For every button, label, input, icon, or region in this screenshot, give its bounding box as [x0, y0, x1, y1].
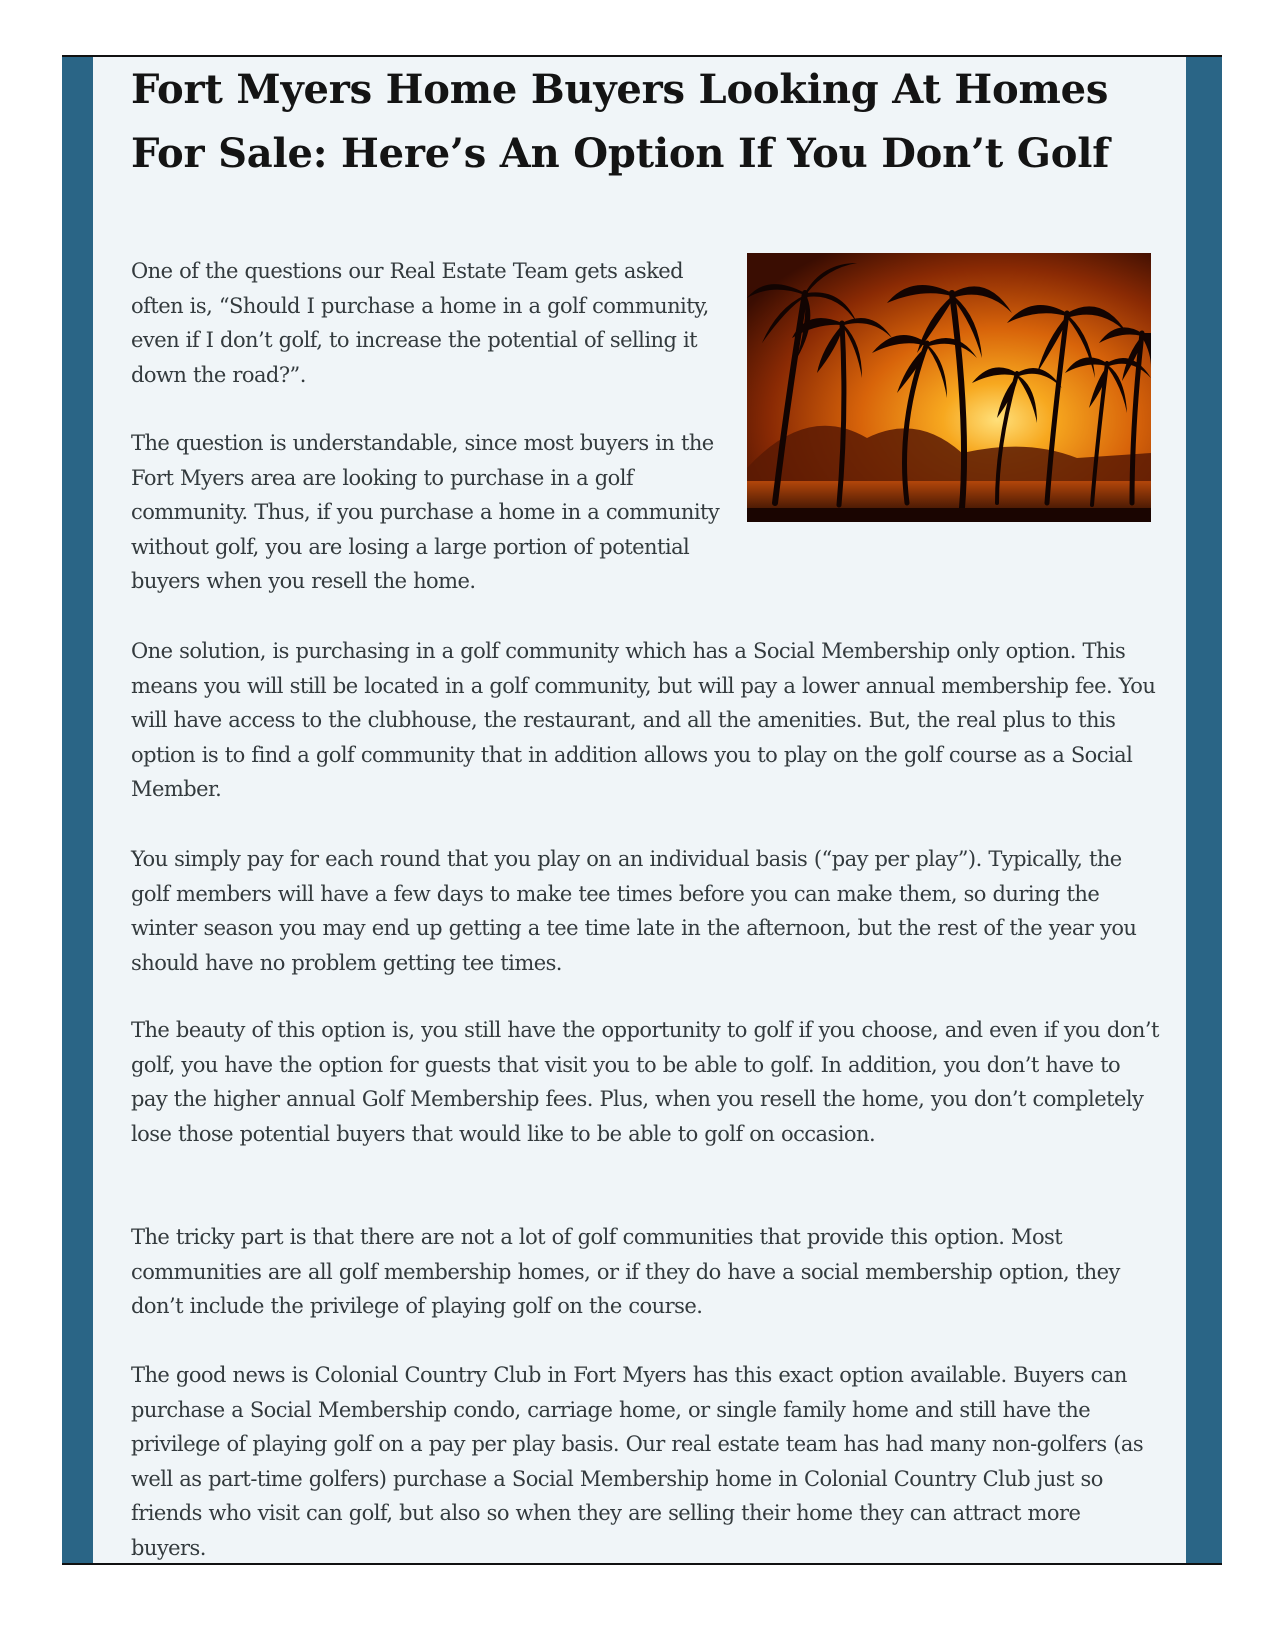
paragraph: The good news is Colonial Country Club in Fort Myers has this exact option available. Buyers can purchase a Social Membership condo, carriage home, or single family home and still have the privilege of playing golf on a pay per play basis. Our real estate team has had many non-golfers (as well as part-time golfers) purchase a Social Membership home in Colonial Country Club just so friends who visit can golf, but also so when they are selling their home they can attract more buyers. [131, 1363, 1144, 1560]
paragraph: One solution, is purchasing in a golf community which has a Social Membership only option. This means you will still be located in a golf community, but will pay a lower annual membership fee. You will have access to the clubhouse, the restaurant, and all the amenities. But, the real plus to this option is to find a golf community that in addition allows you to play on the golf course as a Social Member. [131, 639, 1156, 801]
paragraph: You simply pay for each round that you play on an individual basis (“pay per play”). Typically, the golf members will have a few days to make tee times before you can make them, so during the winter season you may end up getting a tee time late in the afternoon, but the rest of the year you should have no problem getting tee times. [131, 847, 1137, 975]
paragraph: The question is understandable, since most buyers in the Fort Myers area are looking to purchase in a golf community. Thus, if you purchase a home in a community without golf, you are losing a large portion of potential buyers when you resell the home. [131, 431, 720, 593]
paragraph: The beauty of this option is, you still have the opportunity to golf if you choose, and even if you don’t golf, you have the option for guests that visit you to be able to golf. In addition, you don’t have to pay the higher annual Golf Membership fees. Plus, when you resell the home, you don’t completely lose those potential buyers that would like to be able to golf on occasion. [131, 1018, 1159, 1146]
palm-sunset-image [747, 253, 1151, 522]
paragraph: One of the questions our Real Estate Team gets asked often is, “Should I purchase a home in a golf community, even if I don’t golf, to increase the potential of selling it down the road?”. [131, 259, 709, 387]
paragraph: The tricky part is that there are not a lot of golf communities that provide this option. Most communities are all golf membership homes, or if they do have a social membership option, they don’t include the privilege of playing golf on the course. [131, 1225, 1120, 1318]
article-title: Fort Myers Home Buyers Looking At Homes For Sale: Here’s An Option If You Don’t Golf [131, 66, 1110, 177]
